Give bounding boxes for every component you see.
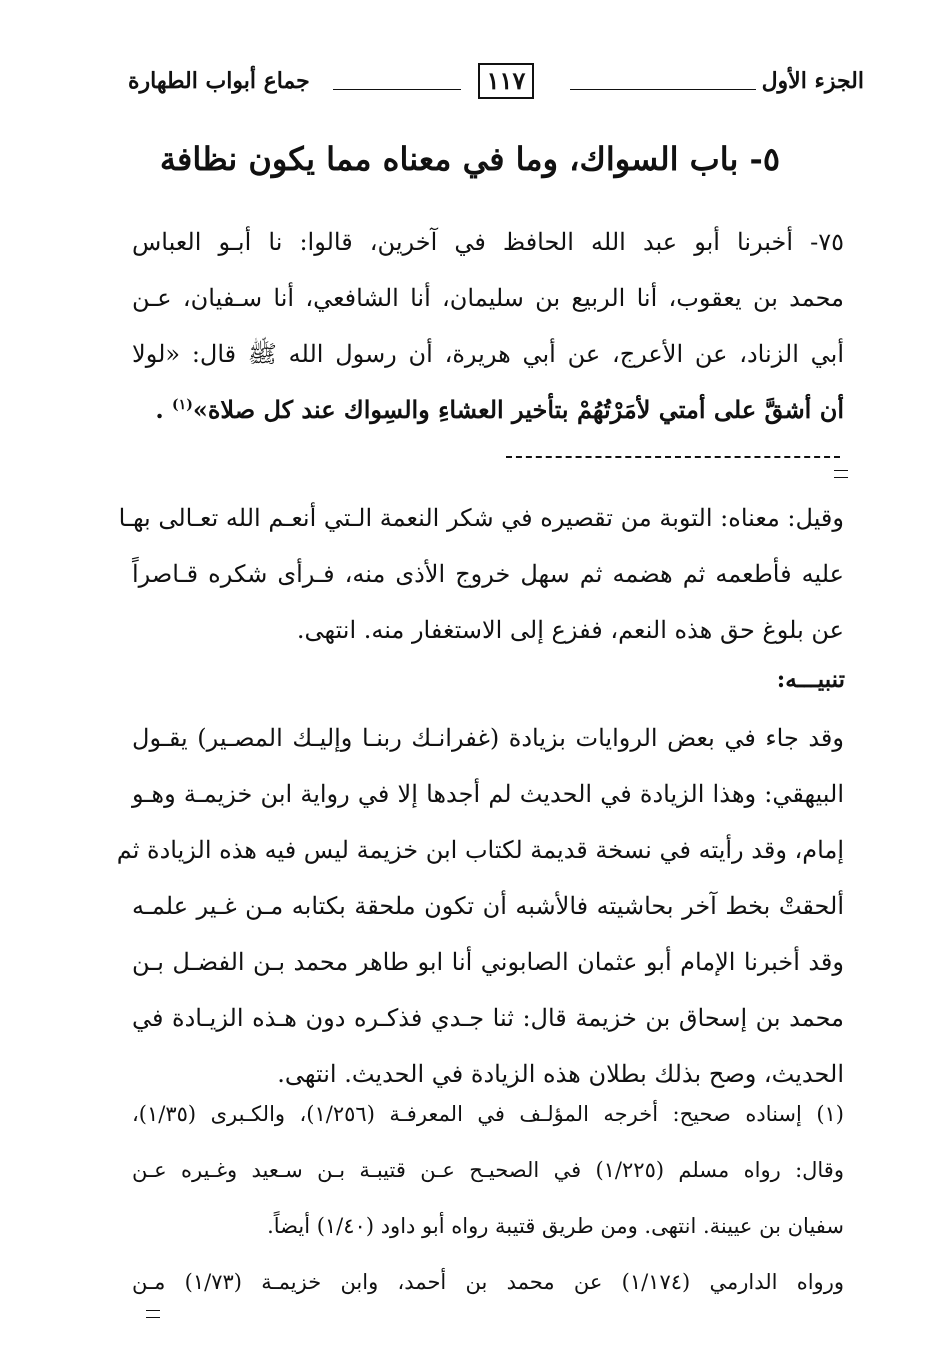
note-line: ألحقتْ بخط آخر بحاشيته فالأشبه أن تكون ملحقة بكتابه مـن غـير علمـه [132, 892, 845, 920]
hadith-line: أبي الزناد، عن الأعرج، عن أبي هريرة، أن رسول الله ﷺ قال: «لولا [132, 340, 844, 368]
footnote-line: سفيان بن عيينة. انتهى. ومن طريق قتيبة رواه أبو داود (١/٤٠) أيضاً. [267, 1214, 844, 1238]
note-heading: تنبيـــه: [776, 666, 845, 693]
running-header [128, 62, 864, 106]
hadith-line-quote [132, 382, 844, 438]
commentary-text [118, 490, 844, 658]
hadith-quote-text: أن أشقَّ على أمتي لأمَرْتُهُمْ بتأخير العشاءِ والسِواك عند كل صلاة» [192, 395, 844, 424]
page-number-box: ١١٧ [478, 63, 534, 99]
header-chapter-label: جماع أبواب الطهارة [128, 68, 310, 94]
footnotes [132, 1086, 844, 1310]
note-line: وقد أخبرنا الإمام أبو عثمان الصابوني أنا ابو طاهر محمد بـن الفضـل بـن [132, 948, 844, 976]
note-line: إمام، وقد رأيته في نسخة قديمة لكتاب ابن خزيمة ليس فيه هذه الزيادة ثم [116, 836, 844, 864]
hadith-line: محمد بن يعقوب، أنا الربيع بن سليمان، أنا الشافعي، أنا سـفيان، عـن [132, 284, 845, 312]
commentary-line: عليه فأطعمه ثم هضمه ثم سهل خروج الأذى منه، فـرأى شكره قـاصراً [132, 560, 844, 588]
hadith-line: ٧٥- أخبرنا أبو عبد الله الحافظ في آخرين، قالوا: نا أبـو العباس [132, 228, 844, 256]
footnote-line: ورواه الدارمي (١/١٧٤) عن محمد بن أحمد، وابن خزيمـة (١/٧٣) مـن [132, 1270, 844, 1294]
header-rule-right [570, 89, 756, 90]
footnote-reference: (١) [172, 397, 193, 413]
header-part-label: الجزء الأول [761, 68, 864, 94]
continuation-double-mark [146, 1310, 160, 1318]
hadith-text [132, 214, 844, 438]
hadith-end-mark: . [155, 395, 164, 424]
commentary-line: وقيل: معناه: التوبة من تقصيره في شكر النعمة الـتي أنعـم الله تعـالى بهـا [118, 504, 844, 532]
header-rule-left [333, 89, 461, 90]
footnote-line: (١) إسناده صحيح: أخرجه المؤلـف في المعرفـة (١/٢٥٦)، والكـبرى (١/٣٥)، [132, 1102, 844, 1126]
note-line: البيهقي: وهذا الزيادة في الحديث لم أجدها إلا في رواية ابن خزيمـة وهـو [132, 780, 844, 808]
chapter-title: ٥- باب السواك، وما في معناه مما يكون نظافة [159, 140, 780, 178]
footnote-line: وقال: رواه مسلم (١/٢٢٥) في الصحيـح عـن قتيبـة بـن سـعيد وغـيره عـن [132, 1158, 844, 1182]
divider-double-mark [834, 470, 848, 478]
text-divider-dashed [506, 456, 840, 458]
commentary-line: عن بلوغ حق هذه النعم، ففزع إلى الاستغفار منه. انتهى. [296, 616, 844, 644]
note-line: وقد جاء في بعض الروايات بزيادة (غفرانـك ربنـا وإليـك المصـير) يقـول [132, 724, 844, 752]
note-text [116, 710, 845, 1102]
note-line: الحديث، وصح بذلك بطلان هذه الزيادة في الحديث. انتهى. [277, 1060, 844, 1088]
note-line: محمد بن إسحاق بن خزيمة قال: ثنا جـدي فذكـره دون هـذه الزيـادة في [132, 1004, 844, 1032]
